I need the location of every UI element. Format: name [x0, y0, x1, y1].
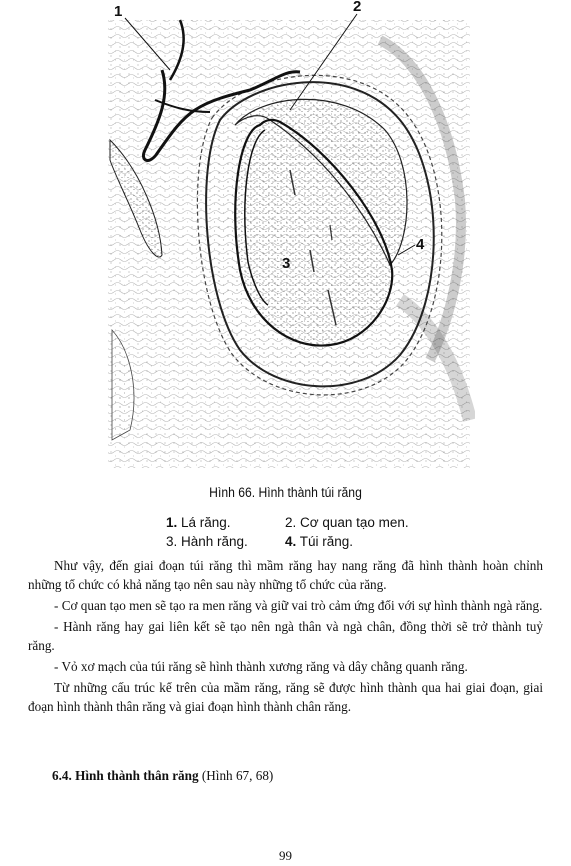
figure-label-4: 4 [416, 236, 425, 253]
legend-text: Lá răng. [177, 515, 231, 530]
legend-item-2 [285, 515, 409, 530]
legend-item-3 [166, 534, 248, 549]
legend-num: 3. [166, 534, 178, 549]
figure-caption: Hình 66. Hình thành túi răng [209, 485, 362, 500]
section-number: 6.4. [52, 768, 72, 783]
section-title: Hình thành thân răng [71, 768, 199, 783]
tooth-sac-illustration [100, 0, 475, 470]
paragraph: - Vỏ xơ mạch của túi răng sẽ hình thành xương răng và dây chằng quanh răng. [54, 659, 468, 674]
legend-num: 4. [285, 534, 297, 549]
legend-text: Cơ quan tạo men. [296, 515, 409, 530]
body-text [28, 556, 543, 716]
section-figure-ref: (Hình 67, 68) [198, 768, 274, 783]
legend-num: 1. [166, 515, 178, 530]
section-heading [52, 768, 273, 784]
paragraph: - Cơ quan tạo men sẽ tạo ra men răng và giữ vai trò cảm ứng đối với sự hình thành ngà răng. [54, 598, 543, 613]
legend-text: Túi răng. [296, 534, 354, 549]
legend-item-4 [285, 534, 353, 549]
legend-item-1 [166, 515, 231, 530]
legend-text: Hành răng. [177, 534, 248, 549]
legend-num: 2. [285, 515, 297, 530]
histology-drawing [100, 0, 475, 470]
paragraph: Từ những cấu trúc kể trên của mầm răng, răng sẽ được hình thành qua hai giai đoạn, giai đoạn hình thành thân răng và giai đoạn hình thành chân răng. [28, 680, 543, 714]
figure-label-3: 3 [282, 255, 291, 272]
figure-label-2: 2 [353, 0, 362, 15]
page-number: 99 [279, 848, 292, 863]
paragraph: - Hành răng hay gai liên kết sẽ tạo nên ngà thân và ngà chân, đồng thời sẽ trở thành tuỷ răng. [28, 619, 543, 653]
paragraph: Như vậy, đến giai đoạn túi răng thì mầm răng hay nang răng đã hình thành hoàn chỉnh những tổ chức có khả năng tạo nên sau này những tổ chức của răng. [28, 558, 543, 592]
figure-label-1: 1 [114, 3, 123, 20]
